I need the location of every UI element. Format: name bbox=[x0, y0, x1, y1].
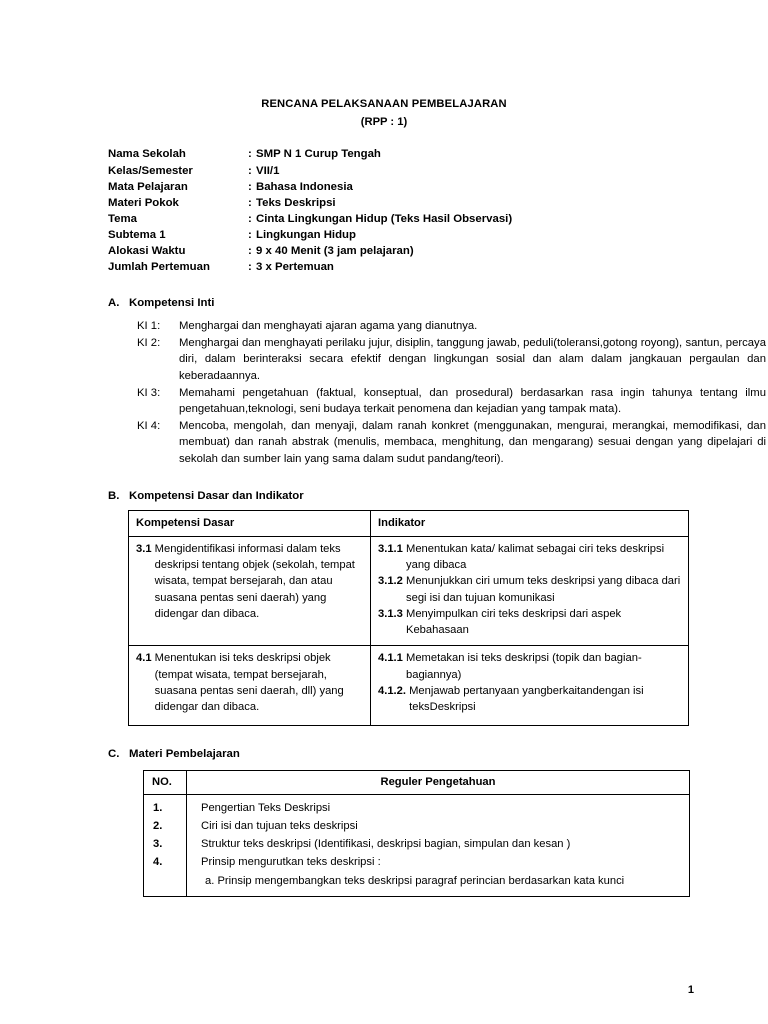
materi-number: 4. bbox=[153, 856, 163, 869]
materi-sub-text: Prinsip mengembangkan teks deskripsi paragraf perincian berdasarkan kata kunci bbox=[217, 874, 625, 887]
section-b-heading bbox=[108, 488, 768, 504]
metadata-value: VII/1 bbox=[256, 164, 280, 177]
metadata-value: Teks Deskripsi bbox=[256, 196, 336, 209]
indikator-text: Menunjukkan ciri umum teks deskripsi yang dibaca dari segi isi dan tujuan komunikasi bbox=[406, 575, 681, 604]
metadata-row bbox=[108, 195, 768, 211]
page-number: 1 bbox=[687, 984, 694, 996]
kd-number: 4.1 bbox=[136, 652, 155, 665]
materi-text: Ciri isi dan tujuan teks deskripsi bbox=[201, 820, 358, 833]
indikator-text: Menjawab pertanyaan yangberkaitandengan isi teksDeskripsi bbox=[409, 684, 644, 714]
indikator-cell bbox=[371, 536, 689, 645]
metadata-separator: : bbox=[248, 261, 252, 274]
indikator-number: 4.1.1 bbox=[378, 652, 406, 665]
metadata-block bbox=[0, 146, 768, 275]
section-kompetensi-inti bbox=[0, 295, 768, 467]
metadata-separator: : bbox=[248, 196, 252, 209]
kd-number: 3.1 bbox=[136, 542, 155, 555]
indikator-number: 3.1.2 bbox=[378, 575, 406, 588]
table-header-row bbox=[129, 510, 689, 536]
metadata-row bbox=[108, 211, 768, 227]
metadata-label: Materi Pokok bbox=[108, 196, 179, 209]
table-header-row bbox=[144, 770, 690, 794]
materi-number: 2. bbox=[153, 820, 163, 833]
materi-sub-item bbox=[201, 872, 681, 890]
metadata-row bbox=[108, 227, 768, 243]
materi-table-wrapper bbox=[0, 770, 768, 897]
ki-item bbox=[137, 318, 768, 335]
indikator-number: 3.1.3 bbox=[378, 608, 406, 621]
materi-number: 1. bbox=[153, 801, 163, 814]
ki-text: Menghargai dan menghayati perilaku jujur, disiplin, tanggung jawab, peduli(toleransi,gotong royong), santun, percaya diri, dalam berinteraksi secara efektif dengan lingkungan sosial dan alam dalam jangkauan pergaulan dan keberadaannya. bbox=[179, 336, 766, 382]
metadata-value: 9 x 40 Menit (3 jam pelajaran) bbox=[256, 245, 414, 258]
metadata-row bbox=[108, 146, 768, 162]
ki-text: Memahami pengetahuan (faktual, konseptual, dan prosedural) berdasarkan rasa ingin tahunya tentang ilmu pengetahuan,teknologi, seni budaya terkait penomena dan kejadian yang tampak mata). bbox=[179, 386, 766, 416]
metadata-label: Subtema 1 bbox=[108, 228, 166, 241]
kd-cell bbox=[129, 646, 371, 725]
metadata-separator: : bbox=[248, 245, 252, 258]
page-title: RENCANA PELAKSANAAN PEMBELAJARAN bbox=[261, 98, 507, 110]
indikator-item bbox=[378, 650, 682, 683]
section-materi-pembelajaran bbox=[0, 746, 768, 762]
metadata-separator: : bbox=[248, 180, 252, 193]
metadata-value: Bahasa Indonesia bbox=[256, 180, 353, 193]
metadata-value: Cinta Lingkungan Hidup (Teks Hasil Observasi) bbox=[256, 212, 513, 225]
metadata-value: Lingkungan Hidup bbox=[256, 228, 356, 241]
metadata-row bbox=[108, 179, 768, 195]
indikator-item bbox=[378, 606, 682, 639]
section-c-title: Materi Pembelajaran bbox=[129, 747, 240, 760]
indikator-number: 3.1.1 bbox=[378, 542, 406, 555]
section-c-letter: C. bbox=[108, 747, 120, 760]
column-header-no: NO. bbox=[144, 770, 187, 794]
metadata-separator: : bbox=[248, 212, 252, 225]
materi-content-cell bbox=[187, 794, 690, 896]
kd-text: Menentukan isi teks deskripsi objek (tempat wisata, tempat bersejarah, suasana pentas seni daerah, dll) yang didengar dan dibaca. bbox=[154, 652, 344, 714]
section-b-title: Kompetensi Dasar dan Indikator bbox=[129, 489, 304, 502]
section-a-title: Kompetensi Inti bbox=[129, 297, 215, 310]
section-b-letter: B. bbox=[108, 489, 120, 502]
ki-item bbox=[137, 418, 768, 468]
metadata-separator: : bbox=[248, 148, 252, 161]
kd-cell bbox=[129, 536, 371, 645]
materi-sub-marker: a. bbox=[205, 874, 218, 887]
materi-text: Pengertian Teks Deskripsi bbox=[201, 801, 331, 814]
column-header-indikator: Indikator bbox=[371, 510, 689, 536]
metadata-value: 3 x Pertemuan bbox=[256, 261, 334, 274]
materi-number-cell bbox=[144, 794, 187, 896]
table-row bbox=[129, 536, 689, 645]
materi-text: Struktur teks deskripsi (Identifikasi, deskripsi bagian, simpulan dan kesan ) bbox=[201, 838, 571, 851]
indikator-text: Memetakan isi teks deskripsi (topik dan bagian-bagiannya) bbox=[406, 652, 642, 681]
table-row bbox=[129, 646, 689, 725]
kompetensi-dasar-table-wrapper bbox=[0, 510, 768, 726]
materi-pembelajaran-table bbox=[143, 770, 690, 897]
indikator-item bbox=[378, 573, 682, 606]
ki-key: KI 1: bbox=[137, 320, 161, 333]
metadata-label: Kelas/Semester bbox=[108, 164, 193, 177]
indikator-text: Menentukan kata/ kalimat sebagai ciri teks deskripsi yang dibaca bbox=[406, 542, 665, 572]
metadata-row bbox=[108, 163, 768, 179]
metadata-label: Nama Sekolah bbox=[108, 148, 186, 161]
indikator-cell bbox=[371, 646, 689, 725]
ki-item bbox=[137, 385, 768, 418]
metadata-label: Alokasi Waktu bbox=[108, 245, 186, 258]
section-c-heading bbox=[108, 746, 768, 762]
metadata-label: Tema bbox=[108, 212, 137, 225]
section-a-letter: A. bbox=[108, 297, 120, 310]
ki-key: KI 4: bbox=[137, 419, 161, 432]
indikator-item bbox=[378, 541, 682, 574]
kompetensi-dasar-table bbox=[128, 510, 689, 726]
ki-text: Mencoba, mengolah, dan menyaji, dalam ranah konkret (menggunakan, mengurai, merangkai, memodifikasi, dan membuat) dan ranah abstrak (menulis, membaca, menghitung, dan mengarang) sesuai dengan yang dipelajari di sekolah dan sumber lain yang sama dalam sudut pandang/teori). bbox=[179, 419, 766, 465]
ki-item bbox=[137, 335, 768, 385]
indikator-number: 4.1.2. bbox=[378, 684, 410, 697]
ki-key: KI 2: bbox=[137, 336, 161, 349]
metadata-separator: : bbox=[248, 164, 252, 177]
metadata-label: Jumlah Pertemuan bbox=[108, 261, 210, 274]
ki-text: Menghargai dan menghayati ajaran agama yang dianutnya. bbox=[179, 320, 478, 333]
indikator-text: Menyimpulkan ciri teks deskripsi dari aspek Kebahasaan bbox=[406, 608, 622, 637]
ki-key: KI 3: bbox=[137, 386, 161, 399]
section-kompetensi-dasar bbox=[0, 488, 768, 504]
page-subtitle: (RPP : 1) bbox=[360, 116, 408, 129]
metadata-separator: : bbox=[248, 228, 252, 241]
table-row bbox=[144, 794, 690, 896]
kd-text: Mengidentifikasi informasi dalam teks deskripsi tentang objek (sekolah, tempat wisata, tempat bersejarah, dan atau suasana pentas seni daerah) yang didengar dan dibaca. bbox=[154, 542, 355, 621]
materi-number: 3. bbox=[153, 838, 163, 851]
materi-text: Prinsip mengurutkan teks deskripsi : bbox=[201, 856, 381, 869]
metadata-value: SMP N 1 Curup Tengah bbox=[256, 148, 381, 161]
kompetensi-inti-list bbox=[108, 318, 768, 467]
column-header-kompetensi-dasar: Kompetensi Dasar bbox=[129, 510, 371, 536]
column-header-reguler-pengetahuan: Reguler Pengetahuan bbox=[187, 770, 690, 794]
indikator-item bbox=[378, 683, 682, 716]
metadata-row bbox=[108, 243, 768, 259]
metadata-label: Mata Pelajaran bbox=[108, 180, 188, 193]
section-a-heading bbox=[108, 295, 768, 311]
metadata-row bbox=[108, 259, 768, 275]
